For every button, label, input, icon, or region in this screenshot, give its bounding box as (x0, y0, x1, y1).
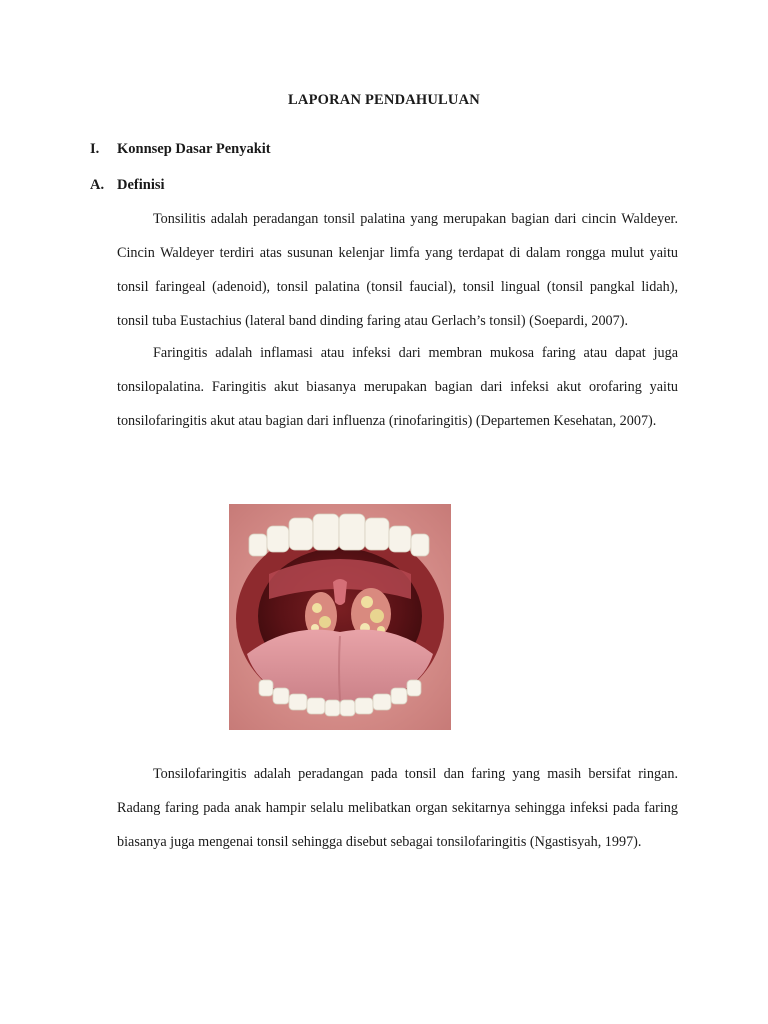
tonsillitis-photo (229, 504, 451, 730)
subsection-number: A. (90, 177, 105, 193)
open-mouth-tonsillitis-icon (229, 504, 451, 730)
subsection-heading (90, 177, 165, 194)
paragraph-text: Tonsilofaringitis adalah peradangan pada tonsil dan faring yang masih bersifat ringan. Radang faring pada anak hampir selalu melibatkan organ sekitarnya sehingga infeksi pada faring biasanya juga mengenai tonsil sehingga disebut sebagai tonsilofaringitis (Ngastisyah, 1997). (117, 766, 678, 850)
paragraph-text: Tonsilitis adalah peradangan tonsil palatina yang merupakan bagian dari cincin Waldeyer. Cincin Waldeyer terdiri atas susunan kelenjar limfa yang terdapat di dalam rongga mulut yaitu tonsil faringeal (adenoid), tonsil palatina (tonsil faucial), tonsil lingual (tonsil pangkal lidah), tonsil tuba Eustachius (lateral band dinding faring atau Gerlach’s tonsil) (Soepardi, 2007). (117, 211, 678, 329)
document-title: LAPORAN PENDAHULUAN (288, 92, 480, 108)
section-label: Konnsep Dasar Penyakit (117, 141, 271, 157)
paragraph-tonsilofaringitis (117, 757, 678, 859)
subsection-label: Definisi (117, 177, 165, 193)
section-heading (90, 141, 271, 158)
section-number: I. (90, 141, 100, 157)
paragraph-faringitis (117, 336, 678, 438)
paragraph-text: Faringitis adalah inflamasi atau infeksi dari membran mukosa faring atau dapat juga tonsilopalatina. Faringitis akut biasanya merupakan bagian dari infeksi akut orofaring yaitu tonsilofaringitis akut atau bagian dari influenza (rinofaringitis) (Departemen Kesehatan, 2007). (117, 345, 678, 429)
paragraph-tonsilitis (117, 202, 678, 338)
